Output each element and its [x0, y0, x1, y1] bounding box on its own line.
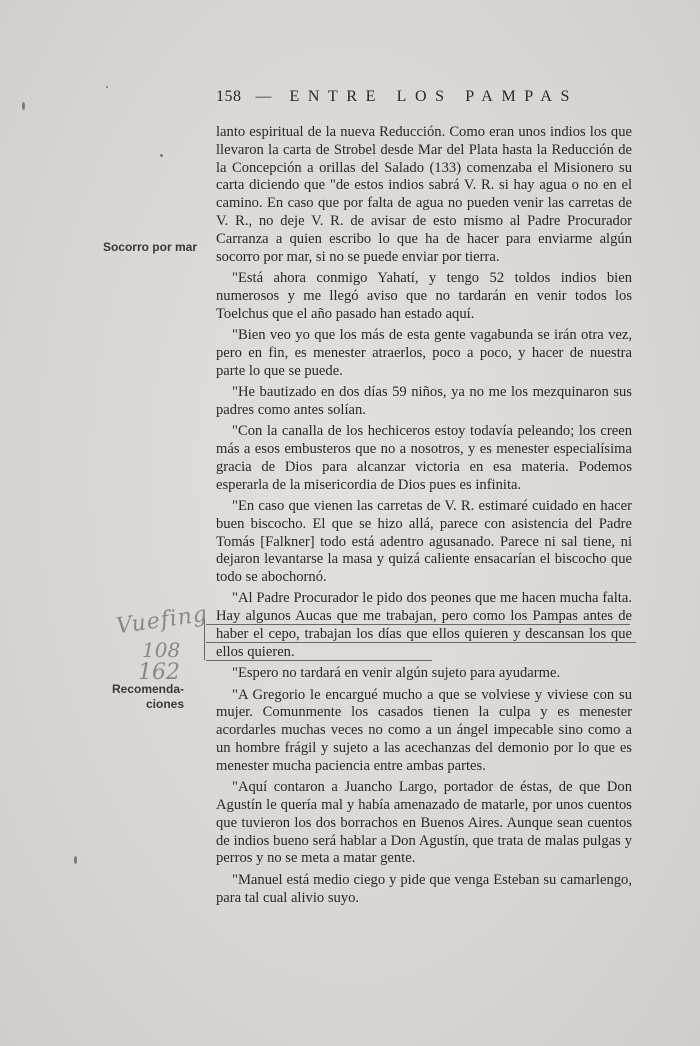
handwritten-line-2: 108: [142, 638, 181, 662]
paragraph: "Con la canalla de los hechiceros estoy todavía peleando; los creen más a esos embusteros que no a nosotros, y es menester especialísima gracia de Dios para alcanzar victoria en esa materia. Podemos esperarla de la misericordia de Dios pues es infinita.: [216, 423, 632, 493]
body-text: [216, 124, 632, 911]
paragraph: "Espero no tardará en venir algún sujeto para ayudarme.: [232, 665, 561, 682]
paragraph: "A Gregorio le encargué mucho a que se volviese y viviese con su mujer. Comunmente los casados tienen la culpa y es menester acordarles muchas veces no como a un ángel impecable sino como a un hombre frágil y sujeto a las acechanzas del demonio por lo que es menester mucha paciencia entre ambas partes.: [216, 686, 632, 774]
paper-speck: [106, 86, 108, 88]
margin-note-recomendaciones: Recomenda-ciones: [111, 682, 184, 711]
handwritten-line-3: 162: [138, 660, 180, 685]
page-number: 158: [216, 88, 242, 105]
paragraph: "Bien veo yo que los más de esta gente vagabunda se irán otra vez, pero en fin, es menester atraerlos, poco a poco, y hacer de nuestra parte lo que se puede.: [216, 326, 632, 379]
handwritten-line-1: Vuefing: [114, 601, 210, 640]
paper-speck: [74, 856, 77, 864]
paragraph: "Manuel está medio ciego y pide que venga Esteban su camarlengo, para tal cual alivio suyo.: [216, 871, 632, 906]
paragraph: "Aquí contaron a Juancho Largo, portador de éstas, de que Don Agustín le quería mal y había amenazado de matarle, por unos cuentos que tuvieron los dos borrachos en Buenos Aires. Aunque sean cuentos de indios bueno será hablar a Don Agustín, que trata de malas pulgas y perros y no se meta a matar gente.: [216, 779, 632, 867]
margin-note-socorro: Socorro por mar: [102, 240, 197, 254]
paragraph: "Está ahora conmigo Yahatí, y tengo 52 toldos indios bien numerosos y me llegó aviso que no tardarán en venir todos los Toelchus que el año pasado han estado aquí.: [216, 269, 632, 322]
header-dash: —: [255, 88, 272, 105]
paragraph: "En caso que vienen las carretas de V. R. estimaré cuidado en hacer buen biscocho. El que se hizo allá, parece con asistencia del Padre Tomás [Falkner] todo está adentro agusanado. Parece ni sal tiene, ni dejaron levantarse la masa y quizá caliente ensacarían el biscocho que todo se abochornó.: [216, 497, 632, 586]
running-title: ENTRE LOS PAMPAS: [289, 88, 578, 105]
handwritten-annotation: [110, 601, 210, 688]
paper-speck: [160, 154, 163, 157]
running-header: [216, 88, 640, 106]
paragraph: lanto espiritual de la nueva Reducción. Como eran unos indios los que llevaron la carta de Strobel desde Mar del Plata hasta la Reducción de la Concepción a orillas del Salado (133) comenzaba el Misionero su carta diciendo que "de estos indios sabrá V. R. si hay agua o no en el camino. En caso que por falta de agua no pueden venir las carretas de V. R., no deje V. R. de avisar de esto mismo al Padre Procurador Carranza a quien escribo lo que ha de hacer para enviarme algún socorro por mar, si no se puede enviar por tierra.: [216, 124, 632, 265]
paragraph: "Al Padre Procurador le pido dos peones que me hacen mucha falta. Hay algunos Aucas que me trabajan, pero como los Pampas antes de haber el cepo, trabajan los días que ellos quieren y descansan los que ellos quieren.: [216, 590, 632, 660]
paragraph: "He bautizado en dos días 59 niños, ya no me los mezquinaron sus padres como antes solían.: [216, 383, 632, 418]
paper-speck: [22, 102, 25, 110]
